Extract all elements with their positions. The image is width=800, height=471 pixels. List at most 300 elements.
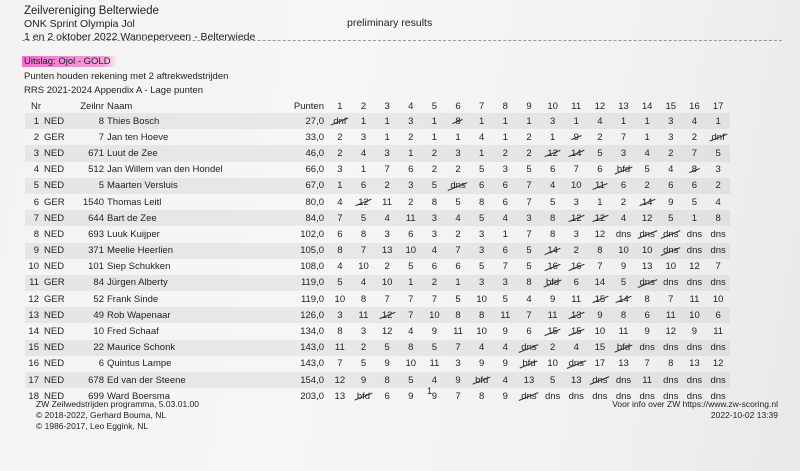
race-score: 3 bbox=[360, 131, 367, 143]
race-score: 10 bbox=[712, 293, 724, 305]
race-score-cell bbox=[541, 226, 565, 242]
rank-cell: 16 bbox=[28, 358, 39, 370]
points-cell: 119,0 bbox=[282, 275, 328, 291]
race-score-cell bbox=[588, 372, 612, 388]
nation-cell: NED bbox=[44, 358, 65, 370]
race-score: 9 bbox=[502, 358, 508, 370]
race-score-cell bbox=[564, 162, 588, 178]
race-score: 6 bbox=[479, 180, 485, 192]
race-score-cell bbox=[659, 194, 683, 210]
race-score-cell bbox=[352, 356, 376, 372]
col-sail: Zeilnr bbox=[80, 101, 104, 112]
race-score-cell bbox=[635, 291, 659, 307]
race-score: 5 bbox=[360, 358, 367, 370]
race-score-cell bbox=[399, 291, 423, 307]
points-cell: 80,0 bbox=[305, 196, 325, 208]
rank-cell: 5 bbox=[25, 178, 41, 194]
race-score: 12 bbox=[594, 228, 606, 240]
discarded-score: 12 bbox=[381, 309, 393, 321]
race-score: 7 bbox=[455, 245, 461, 257]
race-score-cell bbox=[494, 340, 518, 356]
race-score: dns bbox=[568, 390, 584, 402]
table-row bbox=[25, 113, 730, 129]
race-score: 11 bbox=[382, 196, 393, 208]
race-score-cell bbox=[446, 178, 470, 194]
sail-number-cell: 1540 bbox=[82, 196, 104, 208]
race-score-cell bbox=[328, 145, 352, 161]
sailor-name-cell: Jan ten Hoeve bbox=[107, 131, 169, 143]
race-score: 7 bbox=[455, 342, 461, 354]
race-score-cell bbox=[517, 259, 541, 275]
race-score-cell bbox=[494, 291, 518, 307]
race-score-cell bbox=[564, 210, 588, 226]
race-score: 11 bbox=[334, 342, 345, 354]
race-score: 10 bbox=[429, 309, 440, 321]
nation-cell: NED bbox=[44, 164, 65, 176]
race-score: 4 bbox=[408, 326, 414, 338]
footer-line: © 2018-2022, Gerhard Bouma, NL bbox=[36, 410, 167, 420]
race-score-cell bbox=[446, 307, 470, 323]
race-score: 1 bbox=[597, 196, 603, 208]
race-score-cell bbox=[706, 178, 730, 194]
race-score-cell bbox=[399, 259, 423, 275]
race-score-cell bbox=[375, 307, 399, 323]
race-score-cell bbox=[659, 323, 683, 339]
race-score-cell bbox=[352, 243, 376, 259]
race-score-cell bbox=[328, 275, 352, 291]
race-score-cell bbox=[423, 259, 447, 275]
race-score: 1 bbox=[526, 115, 532, 127]
nation-cell: NED bbox=[41, 307, 71, 323]
race-score: 11 bbox=[713, 326, 724, 338]
race-score: 2 bbox=[431, 164, 438, 176]
race-score-cell bbox=[399, 323, 423, 339]
race-score-cell bbox=[659, 356, 683, 372]
sail-number-cell: 10 bbox=[93, 326, 104, 338]
race-score-cell bbox=[470, 307, 494, 323]
race-score-cell bbox=[470, 194, 494, 210]
race-score: 7 bbox=[360, 245, 367, 257]
race-score-cell bbox=[494, 243, 518, 259]
race-score-cell bbox=[541, 291, 565, 307]
race-score: dns bbox=[710, 342, 726, 354]
race-score: 9 bbox=[644, 326, 650, 338]
race-score: 2 bbox=[337, 147, 343, 159]
race-score-cell bbox=[683, 307, 707, 323]
col-race: 13 bbox=[618, 101, 629, 112]
race-score-cell bbox=[352, 194, 376, 210]
race-score-cell bbox=[399, 275, 423, 291]
race-score-cell bbox=[683, 323, 707, 339]
rank-cell: 8 bbox=[33, 228, 39, 240]
sailor-name-cell: Ed van der Steene bbox=[104, 372, 282, 388]
footer-line: ZW Zeilwedstrijden programma, 5.03.01.00 bbox=[36, 399, 199, 409]
race-score: 4 bbox=[337, 261, 343, 273]
race-score-cell bbox=[564, 340, 588, 356]
race-score: 4 bbox=[620, 212, 627, 224]
race-score-cell bbox=[328, 388, 352, 404]
race-score: 1 bbox=[360, 115, 367, 127]
table-row bbox=[25, 178, 730, 194]
col-race: 4 bbox=[408, 101, 414, 112]
race-score-cell bbox=[564, 388, 588, 404]
table-row bbox=[25, 291, 730, 307]
sail-number-cell: 512 bbox=[88, 164, 104, 176]
divider bbox=[22, 40, 782, 41]
race-score: 6 bbox=[715, 309, 721, 321]
race-score-cell bbox=[399, 145, 423, 161]
race-score-cell bbox=[588, 275, 612, 291]
race-score: 6 bbox=[431, 261, 438, 273]
race-score-cell bbox=[564, 226, 588, 242]
race-score-cell bbox=[706, 372, 730, 388]
discarded-score: dns bbox=[663, 228, 679, 240]
race-score-cell bbox=[706, 162, 730, 178]
race-score-cell bbox=[399, 226, 423, 242]
table-row bbox=[25, 372, 730, 388]
race-score-cell bbox=[588, 259, 612, 275]
race-score: 9 bbox=[408, 390, 414, 402]
race-score-cell bbox=[517, 307, 541, 323]
race-score-cell bbox=[446, 340, 470, 356]
race-score: 6 bbox=[360, 180, 367, 192]
race-score-cell bbox=[517, 162, 541, 178]
race-score: 2 bbox=[408, 196, 414, 208]
race-score-cell bbox=[564, 275, 588, 291]
sailor-name-cell: Bart de Zee bbox=[104, 210, 282, 226]
col-points: Punten bbox=[293, 101, 325, 112]
race-score: 4 bbox=[573, 342, 579, 354]
race-score-cell bbox=[446, 162, 470, 178]
race-score: 2 bbox=[691, 131, 698, 143]
discarded-score: dns bbox=[663, 245, 679, 257]
race-score-cell bbox=[328, 162, 352, 178]
col-race: 3 bbox=[384, 101, 390, 112]
race-score: 7 bbox=[455, 390, 461, 402]
race-score: 10 bbox=[334, 293, 346, 305]
race-score: 10 bbox=[570, 180, 582, 192]
race-score: 1 bbox=[644, 115, 650, 127]
race-score-cell bbox=[635, 259, 659, 275]
race-score-cell bbox=[399, 356, 423, 372]
race-score: 8 bbox=[479, 309, 485, 321]
sail-number-cell: 371 bbox=[71, 243, 104, 259]
race-score: 5 bbox=[408, 261, 414, 273]
sailor-name-cell: Ward Boersma bbox=[107, 390, 170, 402]
race-score: 2 bbox=[620, 196, 627, 208]
race-score-cell bbox=[517, 178, 541, 194]
discarded-score: 14 bbox=[570, 147, 582, 159]
race-score: 1 bbox=[337, 180, 343, 192]
race-score: 12 bbox=[712, 358, 724, 370]
race-score-cell bbox=[423, 162, 447, 178]
race-score: 2 bbox=[384, 180, 390, 192]
discard-note: Punten houden rekening met 2 aftrekwedstrijden bbox=[24, 70, 229, 82]
race-score: dns bbox=[686, 228, 703, 240]
race-score: 1 bbox=[502, 131, 508, 143]
sail-number-cell: 693 bbox=[88, 228, 104, 240]
race-score: 2 bbox=[431, 277, 438, 289]
race-score-cell bbox=[564, 307, 588, 323]
race-score-cell bbox=[375, 388, 399, 404]
rank-cell: 4 bbox=[33, 164, 39, 176]
race-score-cell bbox=[683, 291, 707, 307]
race-score: 4 bbox=[479, 342, 485, 354]
race-score: 11 bbox=[642, 374, 653, 386]
race-score-cell bbox=[399, 194, 423, 210]
race-score: 2 bbox=[573, 245, 579, 257]
race-score: 7 bbox=[573, 164, 579, 176]
race-score: 3 bbox=[455, 358, 461, 370]
race-score-cell bbox=[352, 145, 376, 161]
race-score-cell bbox=[423, 340, 447, 356]
nation-cell: NED bbox=[41, 372, 71, 388]
race-score: dns bbox=[686, 277, 703, 289]
race-score: 3 bbox=[715, 164, 721, 176]
table-row bbox=[25, 226, 730, 242]
race-score: 9 bbox=[620, 261, 627, 273]
race-score: 10 bbox=[476, 326, 487, 338]
race-score-cell bbox=[683, 275, 707, 291]
sail-number-cell: 6 bbox=[98, 358, 104, 370]
race-score: 1 bbox=[479, 115, 485, 127]
table-row bbox=[25, 145, 730, 161]
rank-cell: 1 bbox=[25, 113, 41, 129]
table-row bbox=[25, 194, 730, 210]
race-score-cell bbox=[706, 323, 730, 339]
race-score: 10 bbox=[358, 261, 369, 273]
race-score: 3 bbox=[337, 164, 343, 176]
race-score-cell bbox=[352, 275, 376, 291]
race-score-cell bbox=[588, 129, 612, 145]
race-score: 3 bbox=[573, 196, 579, 208]
race-score-cell bbox=[706, 275, 730, 291]
race-score: dns bbox=[710, 374, 726, 386]
race-score: 8 bbox=[479, 196, 485, 208]
race-score-cell bbox=[588, 178, 612, 194]
race-score: 11 bbox=[547, 309, 558, 321]
sailor-name-cell: Quintus Lampe bbox=[107, 358, 172, 370]
race-score: 2 bbox=[360, 342, 367, 354]
race-score-cell bbox=[612, 275, 636, 291]
race-score: 4 bbox=[502, 212, 508, 224]
race-score: 2 bbox=[597, 131, 603, 143]
race-score: 6 bbox=[573, 277, 579, 289]
discarded-score: bfd bbox=[356, 390, 371, 402]
status-label: preliminary results bbox=[347, 17, 433, 29]
race-score-cell bbox=[635, 275, 659, 291]
discarded-score: 9 bbox=[573, 131, 579, 143]
points-cell: 143,0 bbox=[300, 358, 325, 370]
race-score: dns bbox=[615, 374, 632, 386]
results-table bbox=[25, 100, 730, 404]
race-score: 7 bbox=[597, 261, 603, 273]
race-score-cell bbox=[683, 340, 707, 356]
race-score: 6 bbox=[502, 180, 508, 192]
rank-cell: 17 bbox=[25, 372, 41, 388]
race-score: 4 bbox=[526, 293, 532, 305]
race-score: 6 bbox=[384, 390, 390, 402]
race-score: 7 bbox=[526, 309, 532, 321]
race-score: 4 bbox=[479, 131, 485, 143]
race-score: 4 bbox=[549, 180, 556, 192]
race-score: 7 bbox=[384, 293, 390, 305]
race-score-cell bbox=[328, 210, 352, 226]
race-score-cell bbox=[706, 291, 730, 307]
race-score-cell bbox=[564, 145, 588, 161]
race-score-cell bbox=[612, 162, 636, 178]
race-score-cell bbox=[352, 307, 376, 323]
race-score: 1 bbox=[408, 277, 414, 289]
race-score: 8 bbox=[337, 245, 343, 257]
race-score: 7 bbox=[408, 293, 414, 305]
race-score: 8 bbox=[384, 374, 390, 386]
race-score: dns bbox=[686, 245, 703, 257]
race-score-cell bbox=[588, 113, 612, 129]
sail-number-cell: 84 bbox=[71, 275, 104, 291]
race-score-cell bbox=[635, 129, 659, 145]
race-score: 1 bbox=[455, 277, 461, 289]
race-score: 8 bbox=[360, 228, 367, 240]
race-score: 4 bbox=[502, 374, 508, 386]
race-score-cell bbox=[494, 113, 518, 129]
race-score-cell bbox=[470, 226, 494, 242]
race-score: 7 bbox=[668, 293, 674, 305]
race-score-cell bbox=[517, 226, 541, 242]
race-score-cell bbox=[375, 178, 399, 194]
race-score-cell bbox=[517, 372, 541, 388]
race-score-cell bbox=[470, 291, 494, 307]
race-score-cell bbox=[470, 243, 494, 259]
race-score: 2 bbox=[549, 342, 556, 354]
col-name: Naam bbox=[107, 101, 133, 112]
race-score: 1 bbox=[502, 115, 508, 127]
race-score-cell bbox=[683, 194, 707, 210]
nation-cell: NED bbox=[44, 228, 65, 240]
race-score-cell bbox=[564, 291, 588, 307]
sailor-name-cell: Siep Schukken bbox=[107, 261, 171, 273]
race-score: 11 bbox=[500, 309, 511, 321]
discarded-score: 14 bbox=[641, 196, 653, 208]
rank-cell: 15 bbox=[25, 340, 41, 356]
race-score: 3 bbox=[573, 228, 579, 240]
sail-number-cell: 22 bbox=[71, 340, 104, 356]
race-score-cell bbox=[399, 340, 423, 356]
discarded-score: dns bbox=[639, 277, 655, 289]
race-score-cell bbox=[470, 210, 494, 226]
race-score-cell bbox=[352, 372, 376, 388]
race-score-cell bbox=[683, 356, 707, 372]
points-cell: 84,0 bbox=[282, 210, 328, 226]
race-score-cell bbox=[470, 340, 494, 356]
race-score: 1 bbox=[479, 147, 485, 159]
discarded-score: dns bbox=[450, 180, 466, 192]
points-cell: 203,0 bbox=[300, 390, 325, 402]
race-score: 7 bbox=[526, 180, 532, 192]
race-score: 1 bbox=[431, 115, 438, 127]
race-score-cell bbox=[659, 259, 683, 275]
race-score-cell bbox=[470, 259, 494, 275]
footer-left bbox=[36, 399, 199, 432]
discarded-score: dns bbox=[568, 358, 584, 370]
race-score: 9 bbox=[360, 374, 367, 386]
table-row bbox=[25, 129, 730, 145]
race-score-cell bbox=[423, 145, 447, 161]
race-score: 5 bbox=[431, 342, 438, 354]
race-score-cell bbox=[517, 388, 541, 404]
race-score-cell bbox=[423, 275, 447, 291]
race-score-cell bbox=[564, 259, 588, 275]
nation-cell: NED bbox=[44, 326, 65, 338]
race-score: 6 bbox=[502, 196, 508, 208]
points-cell: 102,0 bbox=[300, 228, 325, 240]
col-nat bbox=[41, 100, 71, 113]
sail-number-cell: 644 bbox=[71, 210, 104, 226]
table-row bbox=[25, 323, 730, 339]
race-score-cell bbox=[328, 243, 352, 259]
race-score-cell bbox=[612, 307, 636, 323]
race-score-cell bbox=[352, 323, 376, 339]
sailor-name-cell: Jürgen Alberty bbox=[104, 275, 282, 291]
race-score-cell bbox=[517, 275, 541, 291]
race-score-cell bbox=[541, 162, 565, 178]
race-score-cell bbox=[446, 372, 470, 388]
discarded-score: 12 bbox=[358, 196, 369, 208]
race-score: 12 bbox=[689, 261, 700, 273]
race-score-cell bbox=[588, 210, 612, 226]
race-score: 5 bbox=[597, 147, 603, 159]
race-score-cell bbox=[375, 226, 399, 242]
race-score: 5 bbox=[479, 261, 485, 273]
discarded-score: dns bbox=[521, 390, 537, 402]
race-score-cell bbox=[588, 194, 612, 210]
race-score: 10 bbox=[476, 293, 487, 305]
sailor-name-cell: Fred Schaaf bbox=[107, 326, 159, 338]
race-score: 6 bbox=[408, 228, 414, 240]
discarded-score: dns bbox=[521, 342, 537, 354]
race-score: 1 bbox=[502, 228, 508, 240]
race-score: dns bbox=[639, 390, 655, 402]
nation-cell: NED bbox=[41, 243, 71, 259]
race-score: 12 bbox=[334, 374, 346, 386]
race-score-cell bbox=[564, 194, 588, 210]
race-score-cell bbox=[541, 178, 565, 194]
race-score-cell bbox=[470, 162, 494, 178]
race-score-cell bbox=[446, 194, 470, 210]
race-score-cell bbox=[541, 145, 565, 161]
rank-cell: 6 bbox=[33, 196, 39, 208]
rank-cell: 18 bbox=[28, 390, 39, 402]
col-race: 17 bbox=[712, 101, 724, 112]
race-score: 6 bbox=[526, 326, 532, 338]
race-score-cell bbox=[706, 259, 730, 275]
race-score: 11 bbox=[405, 212, 416, 224]
race-score: 6 bbox=[549, 164, 556, 176]
race-score-cell bbox=[517, 323, 541, 339]
discarded-score: bfd bbox=[522, 358, 536, 370]
race-score: 10 bbox=[405, 245, 417, 257]
race-score-cell bbox=[706, 194, 730, 210]
nation-cell: NED bbox=[44, 261, 65, 273]
race-score-cell bbox=[375, 129, 399, 145]
race-score-cell bbox=[352, 259, 376, 275]
table-row bbox=[25, 307, 730, 323]
discarded-score: dns bbox=[639, 228, 655, 240]
race-score: 6 bbox=[455, 261, 461, 273]
race-score: 8 bbox=[360, 293, 367, 305]
sail-number-cell: 52 bbox=[93, 293, 104, 305]
race-score-cell bbox=[494, 210, 518, 226]
